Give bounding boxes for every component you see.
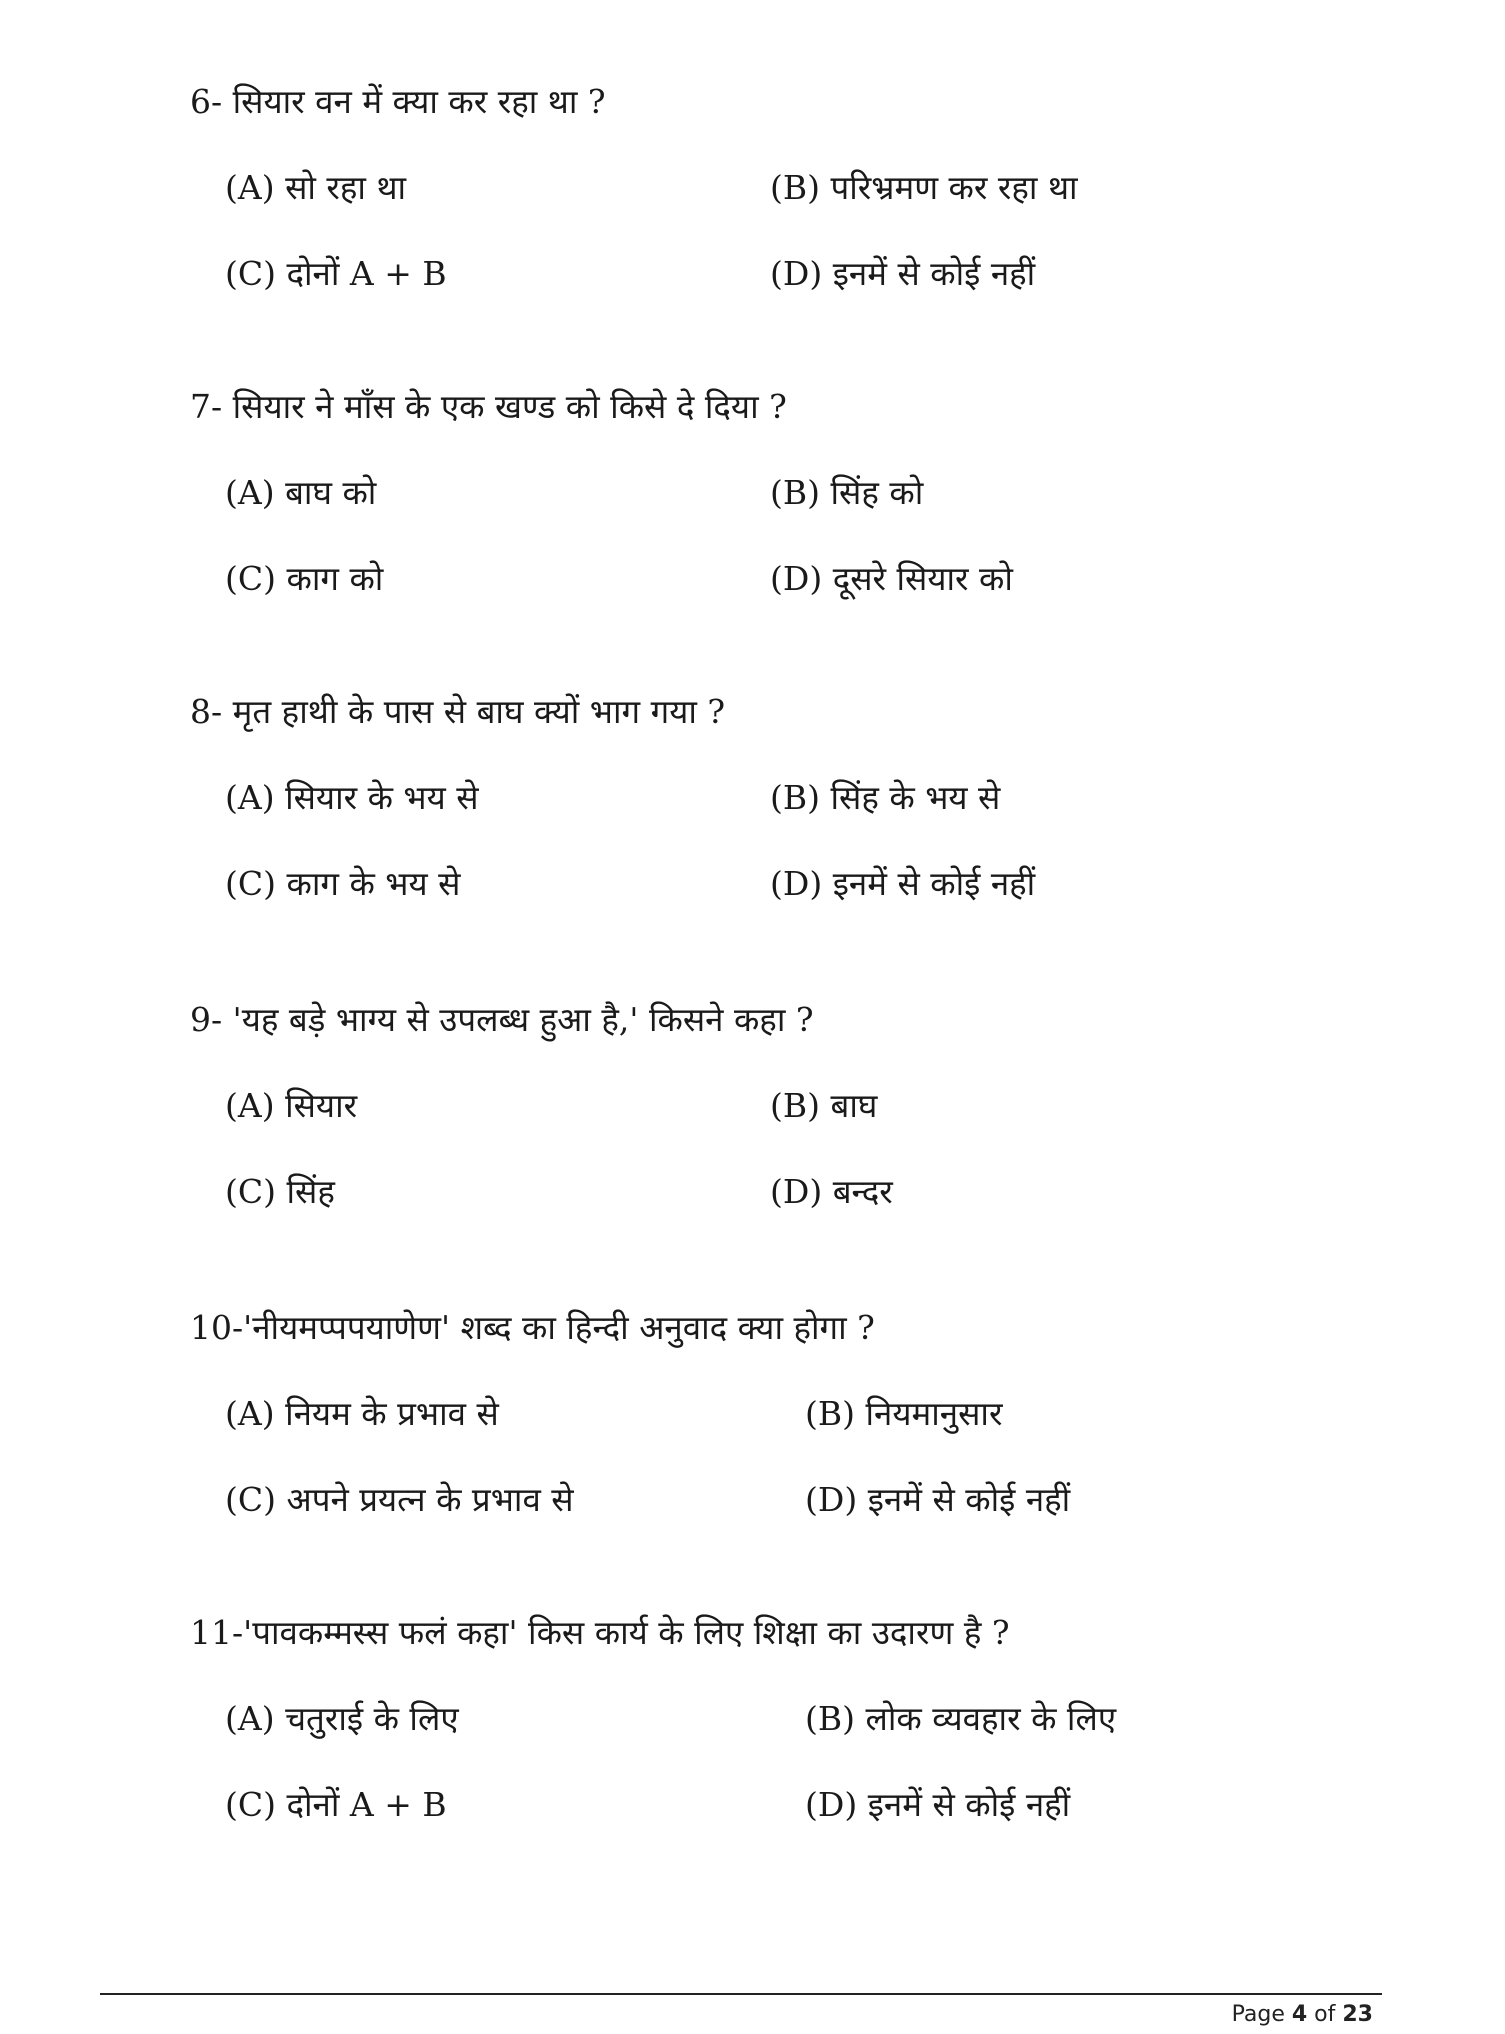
option-b: (B) सिंह को: [770, 473, 924, 512]
page-number: [1232, 2000, 1373, 2030]
question-text: 6- सियार वन में क्या कर रहा था ?: [190, 82, 606, 121]
option-c: (C) सिंह: [225, 1172, 335, 1211]
option-a: (A) चतुराई के लिए: [225, 1699, 459, 1738]
options-group: [190, 1394, 1410, 1520]
question-8: [190, 692, 1410, 904]
question-11: [190, 1613, 1410, 1825]
question-text: 10-'नीयमप्पपयाणेण' शब्द का हिन्दी अनुवाद क्या होगा ?: [190, 1308, 875, 1347]
option-a: (A) नियम के प्रभाव से: [225, 1394, 499, 1433]
option-b: (B) बाघ: [770, 1086, 878, 1125]
question-text: 11-'पावकम्मस्स फलं कहा' किस कार्य के लिए शिक्षा का उदारण है ?: [190, 1613, 1010, 1652]
question-text: 7- सियार ने माँस के एक खण्ड को किसे दे दिया ?: [190, 387, 787, 426]
option-d: (D) इनमें से कोई नहीं: [770, 254, 1036, 293]
option-a: (A) सो रहा था: [225, 168, 407, 207]
option-c: (C) काग को: [225, 559, 384, 598]
option-c: (C) काग के भय से: [225, 864, 461, 903]
option-a: (A) सियार के भय से: [225, 778, 479, 817]
option-a: (A) सियार: [225, 1086, 358, 1125]
page-prefix: Page: [1231, 2002, 1292, 2027]
option-b: (B) परिभ्रमण कर रहा था: [770, 168, 1078, 207]
page-current: 4: [1291, 2002, 1308, 2027]
option-b: (B) लोक व्यवहार के लिए: [805, 1699, 1117, 1738]
options-group: [190, 168, 1410, 294]
options-group: [190, 1699, 1410, 1825]
option-d: (D) इनमें से कोई नहीं: [805, 1480, 1071, 1519]
option-a: (A) बाघ को: [225, 473, 377, 512]
option-d: (D) बन्दर: [770, 1172, 893, 1211]
option-b: (B) नियमानुसार: [805, 1394, 1003, 1433]
question-text: 8- मृत हाथी के पास से बाघ क्यों भाग गया ?: [190, 692, 726, 731]
option-c: (C) अपने प्रयत्न के प्रभाव से: [225, 1480, 574, 1519]
footer-divider: [100, 1993, 1382, 1995]
options-group: [190, 473, 1410, 599]
option-c: (C) दोनों A + B: [225, 254, 447, 293]
page-total: 23: [1342, 2002, 1373, 2027]
question-text: 9- 'यह बड़े भाग्य से उपलब्ध हुआ है,' किसने कहा ?: [190, 1000, 814, 1039]
option-b: (B) सिंह के भय से: [770, 778, 1001, 817]
question-7: [190, 387, 1410, 599]
question-10: [190, 1308, 1410, 1520]
question-9: [190, 1000, 1410, 1212]
option-d: (D) दूसरे सियार को: [770, 559, 1013, 598]
options-group: [190, 1086, 1410, 1212]
option-d: (D) इनमें से कोई नहीं: [770, 864, 1036, 903]
question-6: [190, 82, 1410, 294]
options-group: [190, 778, 1410, 904]
option-d: (D) इनमें से कोई नहीं: [805, 1785, 1071, 1824]
option-c: (C) दोनों A + B: [225, 1785, 447, 1824]
page-separator: of: [1307, 2002, 1343, 2027]
